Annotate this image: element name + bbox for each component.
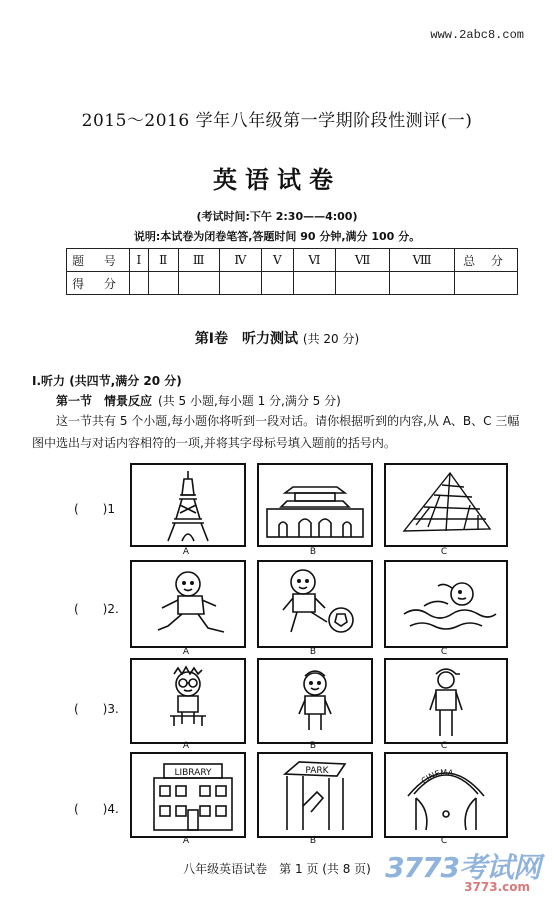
option-label: B (309, 741, 317, 751)
option-label: B (309, 547, 317, 557)
score-cell (293, 272, 336, 295)
score-table (66, 248, 518, 295)
score-table-row-label: 题 号 (67, 249, 130, 272)
picture-boy-swimming (384, 560, 508, 648)
picture-boy-running (130, 560, 246, 648)
part-title (0, 328, 554, 348)
option-label: C (440, 647, 448, 657)
score-table-col-2: Ⅱ (148, 249, 178, 272)
score-cell (336, 272, 390, 295)
cinema-sign-text: CINEMA (419, 767, 454, 786)
page-footer: 八年级英语试卷 第 1 页 (共 8 页) (183, 862, 371, 876)
score-table-col-6: Ⅵ (293, 249, 336, 272)
score-table-col-3: Ⅲ (178, 249, 219, 272)
picture-boy-football (257, 560, 373, 648)
score-cell (148, 272, 178, 295)
site-url: www.2abc8.com (430, 28, 524, 42)
instruction-line-2: 图中选出与对话内容相符的一项,并将其字母标号填入题前的括号内。 (32, 436, 396, 450)
option-label: C (440, 547, 448, 557)
option-label: C (440, 836, 448, 846)
picture-tiananmen (257, 463, 373, 547)
question-4-label[interactable]: ( )4. (74, 802, 119, 816)
picture-pyramid (384, 463, 508, 547)
picture-boy-glasses-sitting (130, 658, 246, 744)
score-cell (262, 272, 294, 295)
option-label: A (182, 836, 190, 846)
option-label: A (182, 741, 190, 751)
score-cell (130, 272, 149, 295)
option-label: B (309, 836, 317, 846)
question-2-label[interactable]: ( )2. (74, 602, 119, 616)
picture-short-boy (257, 658, 373, 744)
score-table-col-4: Ⅳ (219, 249, 261, 272)
subject-title: 英语试卷 (213, 166, 341, 194)
option-label: C (440, 741, 448, 751)
exam-title: 2015～2016 学年八年级第一学期阶段性测评(一) (81, 111, 473, 131)
part-title-text: 第Ⅰ卷 听力测试 (194, 331, 299, 347)
score-cell (219, 272, 261, 295)
svg-text:CINEMA (420, 768, 455, 786)
score-table-col-1: Ⅰ (130, 249, 149, 272)
score-table-score-row (67, 272, 518, 295)
score-cell-total (455, 272, 518, 295)
score-cell (390, 272, 455, 295)
watermark-logo: 3773考试网 (385, 851, 540, 884)
score-table-total-label: 总 分 (455, 249, 518, 272)
score-table-row-label: 得 分 (67, 272, 130, 295)
option-label: A (182, 547, 190, 557)
instruction-line-1: 这一节共有 5 个小题,每小题你将听到一段对话。请你根据听到的内容,从 A、B、C 三幅 (56, 414, 520, 428)
option-label: A (182, 647, 190, 657)
picture-eiffel-tower (130, 463, 246, 547)
exam-time: (考试时间:下午 2:30——4:00) (196, 210, 358, 223)
park-sign-text: PARK (305, 766, 329, 776)
picture-park (257, 752, 373, 838)
score-table-header-row (67, 249, 518, 272)
picture-library (130, 752, 246, 838)
part-score: (共 20 分) (302, 332, 360, 346)
subsection-note: (共 5 小题,每小题 1 分,满分 5 分) (158, 394, 341, 408)
score-cell (178, 272, 219, 295)
subsection-label: 第一节 情景反应 (56, 394, 153, 408)
option-label: B (309, 647, 317, 657)
score-table-col-7: Ⅶ (336, 249, 390, 272)
subsection-heading (56, 392, 341, 409)
exam-note: 说明:本试卷为闭卷笔答,答题时间 90 分钟,满分 100 分。 (133, 230, 421, 243)
section-heading: Ⅰ.听力 (共四节,满分 20 分) (32, 374, 182, 388)
question-1-label[interactable]: ( )1 (74, 502, 115, 516)
picture-tall-boy-cap (384, 658, 508, 744)
score-table-col-5: Ⅴ (262, 249, 294, 272)
picture-cinema (384, 752, 508, 838)
question-3-label[interactable]: ( )3. (74, 702, 119, 716)
watermark-url: 3773.com (464, 880, 530, 894)
library-sign-text: LIBRARY (174, 768, 212, 778)
score-table-col-8: Ⅷ (390, 249, 455, 272)
